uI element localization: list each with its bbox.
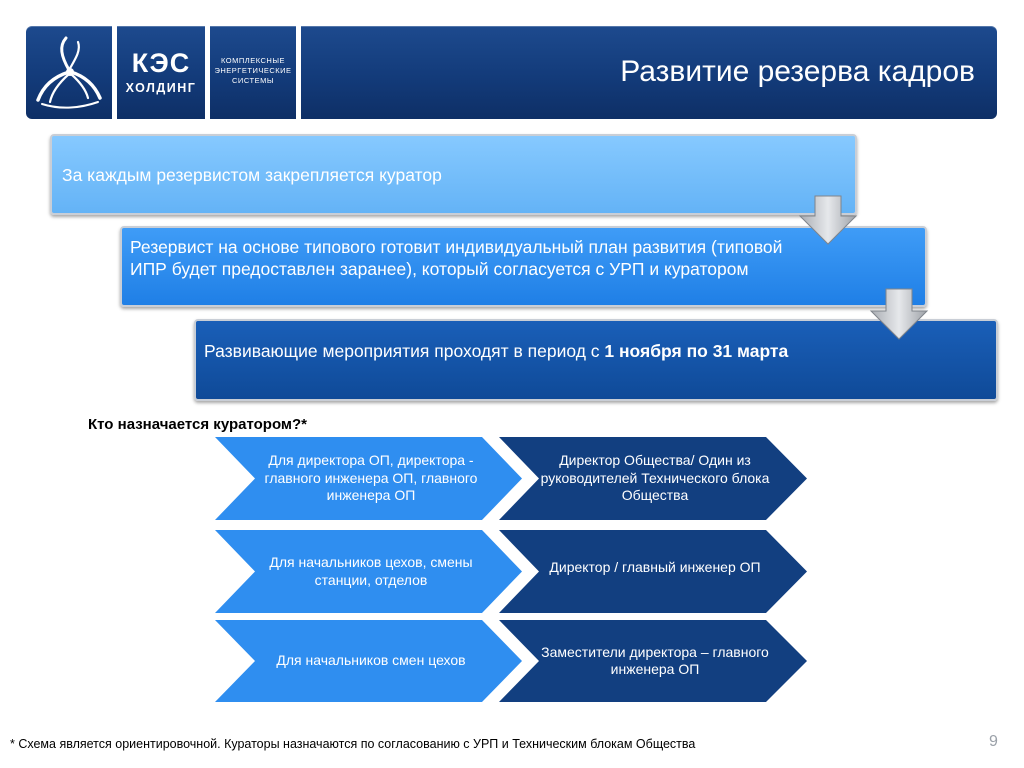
step-text-bold: 1 ноября по 31 марта (604, 341, 789, 361)
tagline-line: СИСТЕМЫ (232, 76, 274, 85)
curator-assignee-label: Заместители директора – главного инженера ОП (541, 643, 769, 677)
brand-tagline (214, 56, 292, 86)
down-arrow-icon (797, 194, 859, 246)
step-text: За каждым резервистом закрепляется куратор (62, 165, 442, 185)
curator-for-label: Для директора ОП, директора - главного инженера ОП, главного инженера ОП (264, 452, 478, 504)
logo-mark-tile (26, 26, 112, 119)
curator-for-label: Для начальников смен цехов (276, 652, 466, 669)
page-title: Развитие резерва кадров (620, 55, 975, 88)
brand-tile (117, 26, 205, 119)
tagline-line: ЭНЕРГЕТИЧЕСКИЕ (214, 66, 292, 75)
title-tile (301, 26, 997, 119)
step-text (204, 341, 844, 363)
curator-section-heading: Кто назначается куратором?* (88, 416, 308, 433)
brand-name: КЭС (131, 48, 191, 78)
process-step-1 (50, 134, 857, 215)
step-text: Резервист на основе типового готовит индивидуальный план развития (типовой ИПР будет предоставлен заранее), который согласуется с УРП и куратором (130, 237, 783, 279)
footnote: * Схема является ориентировочной. Кураторы назначаются по согласованию с УРП и Техническим блокам Общества (10, 737, 696, 751)
curator-assignee-label: Директор / главный инженер ОП (549, 558, 761, 575)
brand-subtitle: ХОЛДИНГ (125, 81, 197, 95)
down-arrow-icon (868, 287, 930, 341)
step-text-regular: Развивающие мероприятия проходят в период с (204, 341, 605, 361)
curator-assignee-label: Директор Общества/ Один из руководителей Технического блока Общества (540, 452, 770, 504)
kes-swirl-logo-icon (26, 26, 112, 119)
tagline-line: КОМПЛЕКСНЫЕ (221, 56, 285, 65)
curator-for-label: Для начальников цехов, смены станции, отделов (269, 554, 473, 588)
page-number: 9 (989, 733, 998, 750)
tagline-tile (210, 26, 296, 119)
